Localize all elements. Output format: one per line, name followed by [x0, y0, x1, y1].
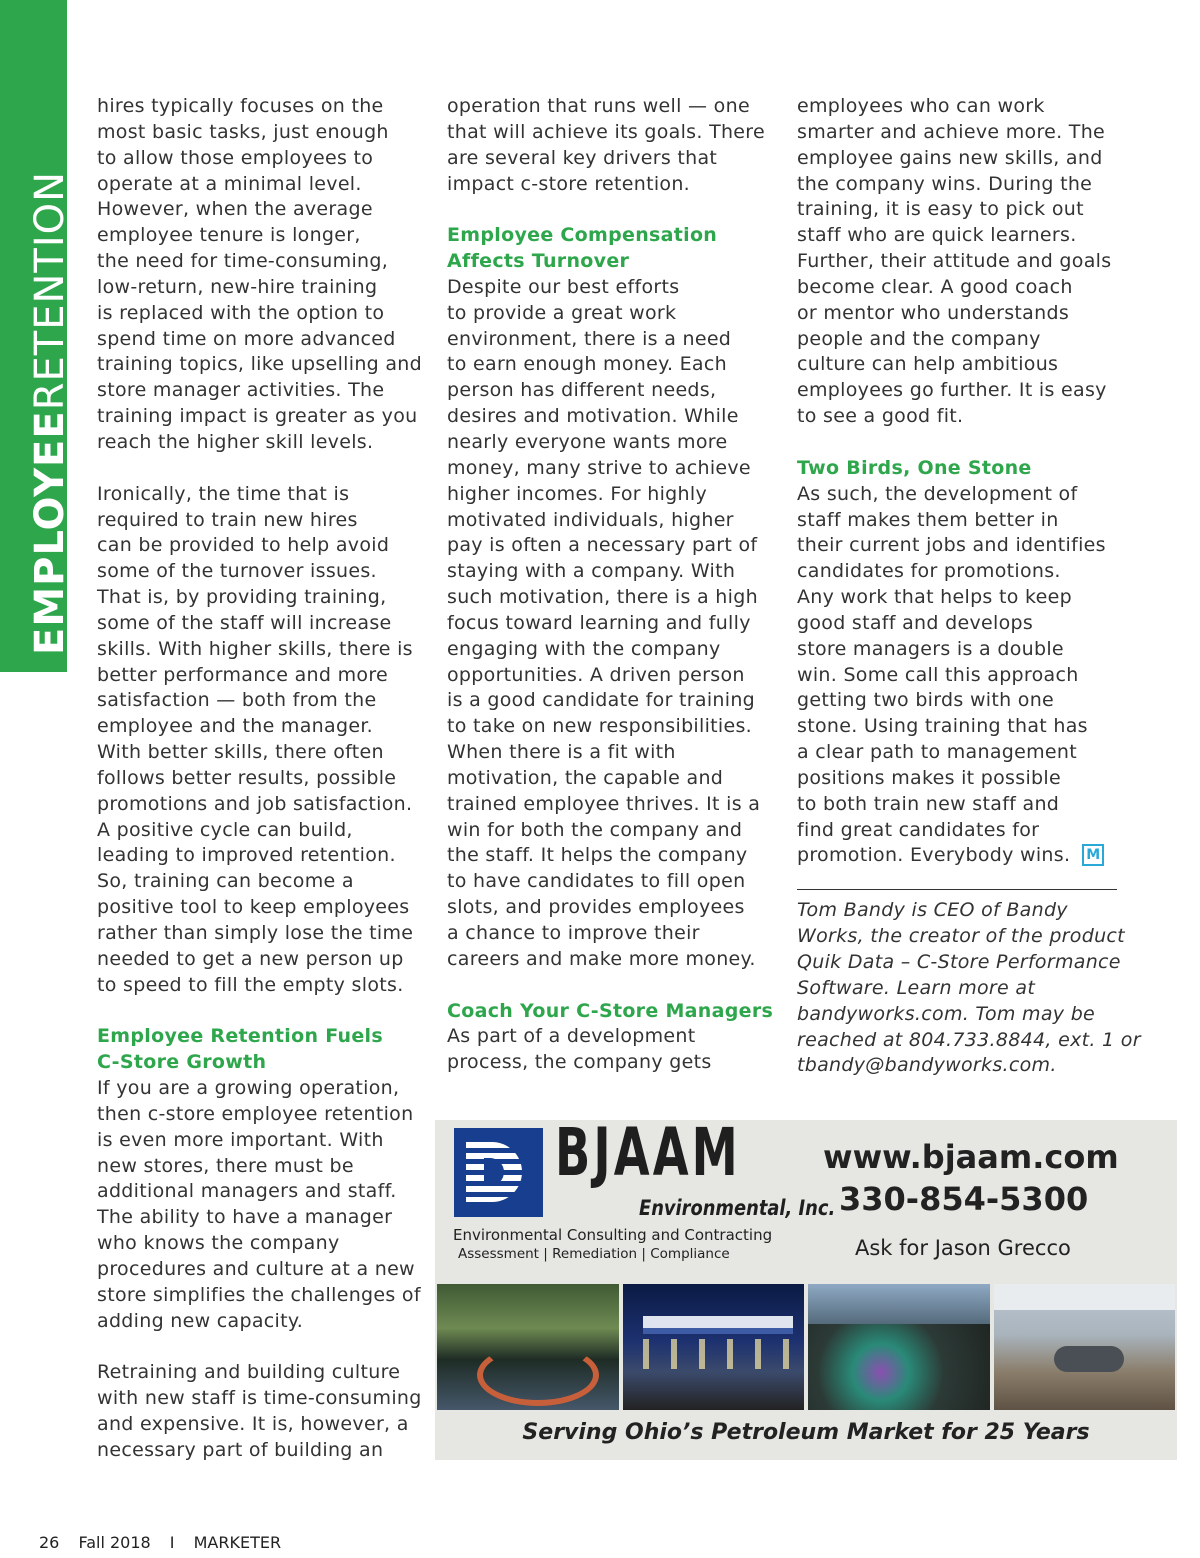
text-line: operate at a minimal level.: [97, 172, 362, 195]
magazine-name: MARKETER: [193, 1533, 282, 1552]
bio-divider: [797, 889, 1117, 890]
text-line: training impact is greater as you: [97, 405, 418, 428]
text-line: The ability to have a manager: [97, 1206, 393, 1229]
text-line: can be provided to help avoid: [97, 534, 390, 557]
paragraph: [447, 1024, 777, 1076]
text-line: As part of a development: [447, 1025, 696, 1048]
text-line: engaging with the company: [447, 637, 721, 660]
text-line: rather than simply lose the time: [97, 922, 414, 944]
paragraph: [797, 94, 1127, 430]
text-line: low-return, new-hire training: [97, 275, 378, 298]
paragraph: [97, 94, 427, 456]
text-line: promotions and job satisfaction.: [97, 792, 413, 815]
text-line: is even more important. With: [97, 1128, 384, 1151]
text-line: employees who can work: [797, 95, 1045, 117]
text-line: operation that runs well — one: [447, 95, 750, 117]
text-line: However, when the average: [97, 198, 373, 221]
text-line: person has different needs,: [447, 379, 717, 402]
text-line: Despite our best efforts: [447, 275, 680, 298]
text-line: tbandy@bandyworks.com.: [797, 1054, 1057, 1077]
text-line: higher incomes. For highly: [447, 482, 708, 505]
article-column-2: [447, 94, 777, 1076]
text-line: or mentor who understands: [797, 301, 1070, 324]
photo-tank-removal: [994, 1284, 1176, 1410]
text-line: trained employee thrives. It is a: [447, 792, 761, 815]
text-line: reach the higher skill levels.: [97, 430, 374, 453]
text-line: employee gains new skills, and: [797, 146, 1103, 169]
section-sidebar: [0, 0, 73, 672]
text-line: to allow those employees to: [97, 146, 374, 169]
text-line: bandyworks.com. Tom may be: [797, 1002, 1096, 1025]
text-line: to speed to fill the empty slots.: [97, 973, 404, 996]
ad-contact: Ask for Jason Grecco: [855, 1236, 1071, 1260]
text-line: the company wins. During the: [797, 172, 1093, 195]
paragraph: [447, 275, 777, 973]
text-line: most basic tasks, just enough: [97, 120, 389, 143]
paragraph: [97, 482, 427, 999]
text-line: Retraining and building culture: [97, 1361, 401, 1384]
paragraph-final: [797, 482, 1127, 870]
text-line: environment, there is a need: [447, 327, 732, 350]
text-line: Employee Retention Fuels: [97, 1025, 383, 1048]
text-line: promotion. Everybody wins. M: [797, 843, 1127, 869]
text-line: adding new capacity.: [97, 1309, 304, 1332]
article-column-3: [797, 94, 1141, 1079]
text-line: the need for time-consuming,: [97, 250, 389, 273]
text-line: to see a good fit.: [797, 405, 964, 428]
text-line: positions makes it possible: [797, 766, 1061, 789]
text-line: Any work that helps to keep: [797, 586, 1072, 609]
text-line: who knows the company: [97, 1232, 340, 1255]
paragraph: [97, 1360, 427, 1463]
text-line: candidates for promotions.: [797, 560, 1061, 583]
text-line: follows better results, possible: [97, 766, 397, 789]
text-line: with new staff is time-consuming: [97, 1387, 422, 1410]
text-line: new stores, there must be: [97, 1154, 354, 1177]
subheading: [797, 456, 1127, 482]
ad-tagline: Environmental Consulting and Contracting: [453, 1226, 773, 1244]
text-line: desires and motivation. While: [447, 405, 739, 428]
text-line: the staff. It helps the company: [447, 844, 748, 867]
text-line: store managers is a double: [797, 637, 1064, 660]
text-line: getting two birds with one: [797, 689, 1055, 712]
text-line: to both train new staff and: [797, 792, 1060, 815]
text-line: spend time on more advanced: [97, 327, 396, 350]
marketer-end-mark-icon: M: [1082, 844, 1104, 866]
text-line: skills. With higher skills, there is: [97, 637, 413, 660]
footer-separator: I: [169, 1533, 175, 1552]
text-line: are several key drivers that: [447, 146, 718, 169]
text-line: culture can help ambitious: [797, 353, 1059, 376]
text-line: pay is often a necessary part of: [447, 534, 758, 557]
text-line: people and the company: [797, 327, 1041, 350]
text-line: then c-store employee retention: [97, 1102, 414, 1125]
subheading: [97, 1024, 427, 1076]
text-line: and expensive. It is, however, a: [97, 1413, 409, 1436]
text-line: necessary part of building an: [97, 1438, 384, 1461]
text-line: some of the turnover issues.: [97, 560, 377, 583]
photo-oil-boom: [437, 1284, 619, 1410]
text-line: Ironically, the time that is: [97, 482, 350, 505]
text-line: A positive cycle can build,: [97, 818, 353, 841]
text-line: nearly everyone wants more: [447, 430, 728, 453]
section-label-light: RETENTION: [27, 170, 73, 411]
text-line: better performance and more: [97, 663, 389, 686]
text-line: win. Some call this approach: [797, 663, 1079, 686]
text-line: motivated individuals, higher: [447, 508, 734, 531]
text-line: their current jobs and identifies: [797, 534, 1106, 557]
text-line: process, the company gets: [447, 1051, 712, 1074]
text-line: Coach Your C-Store Managers: [447, 999, 774, 1022]
text-line: training, it is easy to pick out: [797, 198, 1084, 221]
text-line: reached at 804.733.8844, ext. 1 or: [797, 1028, 1141, 1051]
subheading: [447, 999, 777, 1025]
text-line: If you are a growing operation,: [97, 1077, 400, 1100]
text-line: needed to get a new person up: [97, 947, 404, 970]
text-line: employee and the manager.: [97, 715, 374, 738]
text-line: Two Birds, One Stone: [797, 456, 1032, 479]
photo-gas-station: [623, 1284, 805, 1410]
section-label-bold: EMPLOYEE: [27, 410, 73, 655]
text-line: staff makes them better in: [797, 508, 1059, 531]
text-line: positive tool to keep employees: [97, 896, 410, 919]
issue-date: Fall 2018: [78, 1533, 151, 1552]
paragraph: [447, 94, 777, 197]
text-line: is replaced with the option to: [97, 301, 385, 324]
text-line: With better skills, there often: [97, 741, 384, 764]
section-label: [27, 170, 73, 655]
text-line: So, training can become a: [97, 870, 354, 893]
text-line: hires typically focuses on the: [97, 95, 384, 117]
text-line: Software. Learn more at: [797, 976, 1036, 999]
text-line: impact c-store retention.: [447, 172, 691, 195]
ad-website[interactable]: www.bjaam.com: [823, 1138, 1119, 1176]
text-line: staff who are quick learners.: [797, 224, 1077, 247]
text-line: a clear path to management: [797, 741, 1078, 764]
text-line: such motivation, there is a high: [447, 586, 758, 609]
text-line: find great candidates for: [797, 818, 1040, 841]
subheading: [447, 223, 777, 275]
text-line: money, many strive to achieve: [447, 456, 751, 479]
text-line: opportunities. A driven person: [447, 663, 745, 686]
ad-phone: 330-854-5300: [839, 1180, 1089, 1218]
text-line: smarter and achieve more. The: [797, 120, 1106, 143]
ad-photo-strip: [437, 1284, 1175, 1410]
text-line: to have candidates to fill open: [447, 870, 746, 893]
text-line: That is, by providing training,: [97, 586, 387, 609]
article-column-1: [97, 94, 427, 1464]
text-line: C-Store Growth: [97, 1051, 267, 1074]
ad-brand-subtitle: Environmental, Inc.: [639, 1196, 836, 1220]
text-line: win for both the company and: [447, 818, 743, 841]
page-number: 26: [39, 1533, 60, 1552]
text-line: Works, the creator of the product: [797, 925, 1125, 948]
text-line: Quik Data – C-Store Performance: [797, 951, 1121, 973]
text-line: store simplifies the challenges of: [97, 1283, 421, 1306]
bjaam-advertisement[interactable]: [435, 1114, 1177, 1460]
text-line: to earn enough money. Each: [447, 353, 727, 376]
author-bio: [797, 898, 1141, 1079]
ad-brand-name: BJAAM: [555, 1114, 741, 1191]
ad-footer-slogan: Serving Ohio’s Petroleum Market for 25 Years: [522, 1420, 1090, 1445]
text-line: to take on new responsibilities.: [447, 715, 753, 738]
text-line: Further, their attitude and goals: [797, 250, 1112, 273]
text-line: is a good candidate for training: [447, 689, 756, 712]
text-line: that will achieve its goals. There: [447, 120, 765, 143]
text-line: employees go further. It is easy: [797, 379, 1107, 402]
bjaam-logo-icon: [454, 1128, 543, 1217]
photo-oil-sheen: [808, 1284, 990, 1410]
text-line: procedures and culture at a new: [97, 1257, 415, 1280]
text-line: Affects Turnover: [447, 250, 630, 273]
text-line: employee tenure is longer,: [97, 224, 361, 247]
text-line: As such, the development of: [797, 482, 1078, 505]
text-line: motivation, the capable and: [447, 766, 724, 789]
text-line: focus toward learning and fully: [447, 611, 751, 634]
text-line: a chance to improve their: [447, 922, 700, 944]
text-line: become clear. A good coach: [797, 275, 1073, 298]
page-footer: [39, 1533, 295, 1552]
text-line: leading to improved retention.: [97, 844, 396, 867]
text-line: Employee Compensation: [447, 224, 718, 247]
text-line: good staff and develops: [797, 611, 1034, 634]
paragraph: [97, 1076, 427, 1334]
text-line: stone. Using training that has: [797, 715, 1088, 738]
text-line: When there is a fit with: [447, 741, 676, 764]
text-line: staying with a company. With: [447, 560, 736, 583]
text-line: store manager activities. The: [97, 379, 385, 402]
text-line: slots, and provides employees: [447, 896, 745, 919]
text-line: to provide a great work: [447, 301, 677, 324]
text-line: training topics, like upselling and: [97, 353, 423, 376]
text-line: some of the staff will increase: [97, 611, 392, 634]
text-line: required to train new hires: [97, 508, 358, 531]
text-line: careers and make more money.: [447, 947, 756, 970]
ad-services: Assessment | Remediation | Compliance: [458, 1246, 730, 1262]
text-line: additional managers and staff.: [97, 1180, 397, 1203]
text-line: satisfaction — both from the: [97, 689, 377, 712]
text-line: Tom Bandy is CEO of Bandy: [797, 899, 1068, 922]
